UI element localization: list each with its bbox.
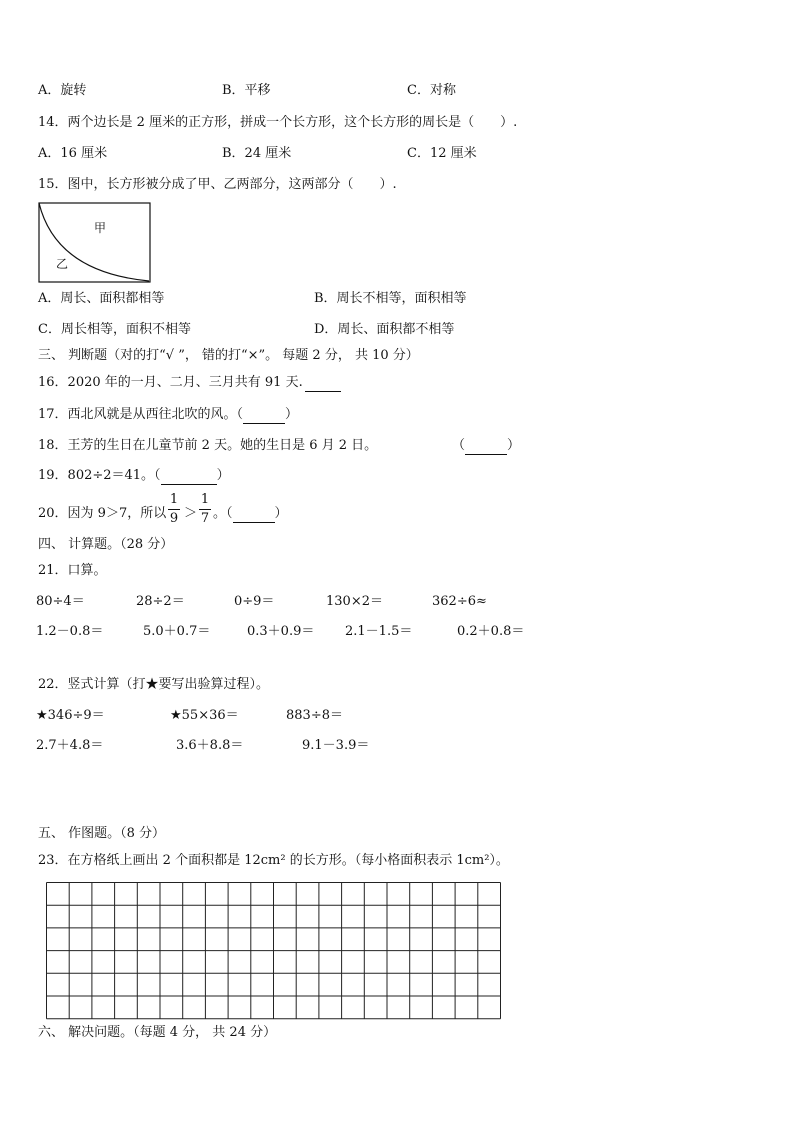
q15-option-a: A．周长、面积都相等 xyxy=(38,291,165,306)
q14-option-a: A．16 厘米 xyxy=(38,146,108,161)
q13-option-c: C．对称 xyxy=(407,83,456,98)
q22-item: 2.7＋4.8＝ xyxy=(36,738,104,753)
section5-title: 五、 作图题。（8 分） xyxy=(38,826,166,841)
answer-blank xyxy=(465,438,507,455)
fraction-numerator: 1 xyxy=(169,492,179,507)
q22-item: ★55×36＝ xyxy=(170,708,239,723)
q18-paren-open: （ xyxy=(452,438,466,453)
q20-prefix: 20．因为 9＞7，所以 xyxy=(38,506,167,521)
q21-item: 362÷6≈ xyxy=(432,594,487,609)
q21-title: 21．口算。 xyxy=(38,563,107,578)
q20-suffix: 。（ xyxy=(213,506,233,521)
q16 xyxy=(38,375,341,392)
q14-option-c: C．12 厘米 xyxy=(407,146,477,161)
q17-text: 17．西北风就是从西往北吹的风。（ xyxy=(38,407,244,422)
q21-item: 1.2－0.8＝ xyxy=(36,624,104,639)
q15-stem: 15．图中，长方形被分成了甲、乙两部分，这两部分（ ）. xyxy=(38,177,397,192)
q15-option-d: D．周长、面积都不相等 xyxy=(314,322,455,337)
fraction-one-ninth xyxy=(168,493,180,526)
greater-than-sign: ＞ xyxy=(184,506,198,521)
q14-stem: 14．两个边长是 2 厘米的正方形，拼成一个长方形，这个长方形的周长是（ ）. xyxy=(38,115,518,130)
q21-item: 0.3＋0.9＝ xyxy=(247,624,315,639)
q22-title: 22．竖式计算（打★要写出验算过程）。 xyxy=(38,677,270,692)
q19-close: ） xyxy=(216,468,230,483)
q21-item: 28÷2＝ xyxy=(136,594,185,609)
answer-blank xyxy=(233,506,275,523)
q21-item: 0.2＋0.8＝ xyxy=(457,624,525,639)
answer-blank xyxy=(305,375,341,392)
q18-answer xyxy=(452,438,520,455)
section6-title: 六、 解决问题。（每题 4 分， 共 24 分） xyxy=(38,1025,277,1040)
fraction-denominator: 7 xyxy=(200,511,210,526)
q15-figure xyxy=(38,202,152,284)
q21-item: 5.0＋0.7＝ xyxy=(143,624,211,639)
q22-item: 883÷8＝ xyxy=(286,708,343,723)
q19 xyxy=(38,468,230,485)
section3-title: 三、 判断题（对的打“√ ”， 错的打“×”。 每题 2 分， 共 10 分） xyxy=(38,348,419,363)
q21-item: 0÷9＝ xyxy=(234,594,275,609)
square-grid-paper xyxy=(46,882,502,1020)
answer-blank xyxy=(161,468,217,485)
q22-item: 9.1－3.9＝ xyxy=(302,738,370,753)
q22-item: ★346÷9＝ xyxy=(36,708,105,723)
q21-item: 80÷4＝ xyxy=(36,594,85,609)
fraction-denominator: 9 xyxy=(169,511,179,526)
q21-item: 2.1－1.5＝ xyxy=(345,624,413,639)
q17-close: ） xyxy=(285,407,299,422)
q21-item: 130×2＝ xyxy=(326,594,383,609)
q15-option-c: C．周长相等，面积不相等 xyxy=(38,322,191,337)
label-jia: 甲 xyxy=(94,221,107,235)
fraction-one-seventh xyxy=(199,493,211,526)
q13-option-a: A．旋转 xyxy=(38,83,87,98)
q13-option-b: B．平移 xyxy=(222,83,271,98)
q20-answer xyxy=(213,506,288,523)
q15-option-b: B．周长不相等，面积相等 xyxy=(314,291,467,306)
q23-text: 23．在方格纸上画出 2 个面积都是 12cm² 的长方形。（每小格面积表示 1cm²）。 xyxy=(38,853,509,868)
section4-title: 四、 计算题。（28 分） xyxy=(38,537,174,552)
fraction-numerator: 1 xyxy=(200,492,210,507)
q18-paren-close: ） xyxy=(507,438,521,453)
answer-blank xyxy=(243,407,285,424)
q14-option-b: B．24 厘米 xyxy=(222,146,292,161)
q19-text: 19．802÷2＝41。（ xyxy=(38,468,161,483)
label-yi: 乙 xyxy=(56,257,69,271)
q20-close: ） xyxy=(274,506,288,521)
q22-item: 3.6＋8.8＝ xyxy=(176,738,244,753)
q16-text: 16．2020 年的一月、二月、三月共有 91 天. xyxy=(38,375,303,390)
q18-text: 18．王芳的生日在儿童节前 2 天。她的生日是 6 月 2 日。 xyxy=(38,438,378,453)
q17 xyxy=(38,407,298,424)
